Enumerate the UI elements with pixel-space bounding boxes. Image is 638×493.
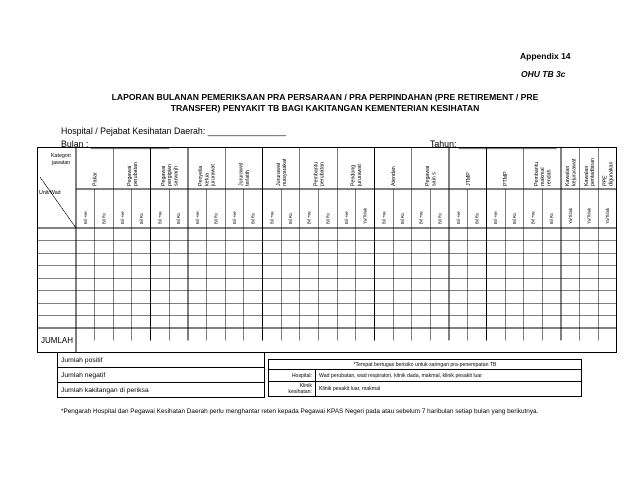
summary-row-diperiksa	[58, 383, 265, 398]
subheader-12: Bil Rx	[288, 213, 294, 224]
subheader-9: Bil +ve	[232, 211, 238, 224]
legend-hospital-value: Wad perubatan, wad respiratori, klinik dada, makmal, klinik pesakit luar	[316, 370, 582, 382]
category-header-13: rendah	[546, 169, 553, 186]
category-header-14: kejururawat	[571, 158, 578, 186]
category-header-6: Jururawat	[276, 162, 283, 186]
form-code: OHU TB 3c	[521, 69, 566, 79]
category-header-13: Pembantu	[533, 161, 540, 186]
category-header-15: pentadbiran	[590, 158, 597, 186]
subheader-21: Bil +ve	[455, 211, 461, 224]
category-header-1: Pakar	[92, 172, 99, 186]
corner-category-label: Kategori jawatan	[51, 153, 71, 166]
category-header-10: sain s	[431, 172, 438, 186]
legend-klinik-label: Klinik kesihatan:	[269, 382, 316, 397]
summary-row-negatif	[58, 368, 265, 383]
corner-unit-label: Unit/Wad	[39, 190, 61, 196]
category-header-3: sarwarjh	[173, 165, 180, 186]
subheader-4: Bil Rx	[138, 213, 144, 224]
corner-diagonal	[40, 177, 76, 228]
summary-row-positif	[58, 353, 265, 368]
report-grid	[37, 147, 617, 353]
subheader-8: Bil Rx	[213, 213, 219, 224]
subheader-14: Bil Rx	[325, 213, 331, 224]
category-header-4: ketua	[204, 173, 211, 186]
subheader-28: Ya/Tidak	[586, 207, 592, 224]
legend-table	[268, 359, 582, 397]
subheader-13: Bil +ve	[306, 211, 312, 224]
subheader-26: Bil Rx	[549, 213, 555, 224]
category-header-8: jururawat	[356, 164, 363, 186]
category-header-3: Pegawai	[160, 165, 167, 186]
report-title	[60, 92, 590, 114]
category-header-7: perubatan	[319, 162, 326, 186]
subheader-1: Bil +ve	[82, 211, 88, 224]
subheader-3: Bil +ve	[120, 211, 126, 224]
subheader-17: Bil +ve	[381, 211, 387, 224]
subheader-15: Bil +ve	[344, 211, 349, 224]
subheader-27: Ya/Tidak	[567, 207, 573, 224]
bulan-field[interactable]: Bulan : ________________	[61, 139, 170, 149]
category-header-2: perubatan	[132, 162, 139, 186]
subheader-7: Bil +ve	[194, 211, 200, 224]
summary-diperiksa-label: Jumlah kakitangan di periksa	[58, 383, 265, 398]
summary-positif-label: Jumlah positif	[58, 353, 265, 368]
subheader-20: Bil Rx	[437, 213, 443, 224]
legend-klinik-value: Klinik pesakit luar, makmal	[316, 382, 582, 397]
subheader-10: Bil Rx	[250, 213, 256, 224]
summary-table	[57, 352, 265, 398]
footnote: *Pengarah Hospital dan Pegawai Kesihatan Daerah perlu menghantar reten kepada Pegawai KPAS Negeri pada atau sebelum 7 haribulan setiap bulan yang berikutnya.	[61, 408, 539, 415]
category-header-4: jururawat	[210, 164, 217, 186]
category-header-2: Pegawai	[126, 165, 133, 186]
subheader-11: Bil +ve	[269, 211, 275, 224]
title-line-1: LAPORAN BULANAN PEMERIKSAAN PRA PERSARAAN / PRA PERPINDAHAN (PRE RETIREMENT / PRE	[111, 92, 539, 102]
category-header-14: Kawalan	[565, 165, 572, 186]
subheader-16: Ya/Tidak	[362, 207, 368, 224]
category-header-15: Kawalan	[583, 165, 590, 186]
category-header-5: terlatih	[244, 170, 251, 186]
title-line-2: TRANSFER) PENYAKIT TB BAGI KAKITANGAN KEMENTERIAN KESIHATAN	[170, 103, 480, 113]
subheader-6: Bil Rx	[176, 213, 182, 224]
category-header-6: masyarakat	[282, 158, 289, 186]
subheader-19: Bil +ve	[418, 211, 424, 224]
category-header-13: makmal	[540, 167, 547, 186]
appendix-label: Appendix 14	[520, 51, 571, 61]
subheader-23: Bil +ve	[493, 211, 499, 224]
subheader-22: Bil Rx	[474, 213, 480, 224]
subheader-2: Bil Rx	[101, 213, 107, 224]
category-header-12: PTMP	[503, 171, 510, 186]
jumlah-label: JUMLAH	[41, 336, 74, 345]
tahun-field[interactable]: Tahun: ____________________	[430, 139, 557, 149]
category-header-5: Jururawat	[238, 162, 245, 186]
subheader-24: Bil Rx	[511, 213, 517, 224]
summary-negatif-label: Jumlah negatif	[58, 368, 265, 383]
subheader-5: Bil +ve	[157, 211, 163, 224]
legend-hospital-label: Hospital:	[269, 370, 316, 382]
category-header-16: PPE	[602, 175, 609, 186]
category-header-10: Pegawai	[425, 165, 432, 186]
subheader-18: Bil Rx	[399, 213, 405, 224]
category-header-9: Atendan	[391, 166, 398, 186]
grid-border	[38, 148, 617, 353]
category-header-8: Pendong	[350, 164, 357, 186]
subheader-29: Ya/Tidak	[605, 207, 611, 224]
category-header-3: pergigian	[167, 164, 174, 186]
hospital-field[interactable]: Hospital / Pejabat Kesihatan Daerah: ________________	[61, 126, 286, 136]
subheader-25: Bil +ve	[530, 211, 536, 224]
category-header-4: Penyelia	[198, 165, 205, 186]
category-header-7: Pembantu	[313, 161, 320, 186]
category-header-16: digunakan	[608, 161, 615, 186]
legend-header: *Tempat bertugas berisiko untuk saringan pra-penempatan TB	[269, 360, 582, 370]
category-header-11: JTMP	[465, 172, 472, 186]
